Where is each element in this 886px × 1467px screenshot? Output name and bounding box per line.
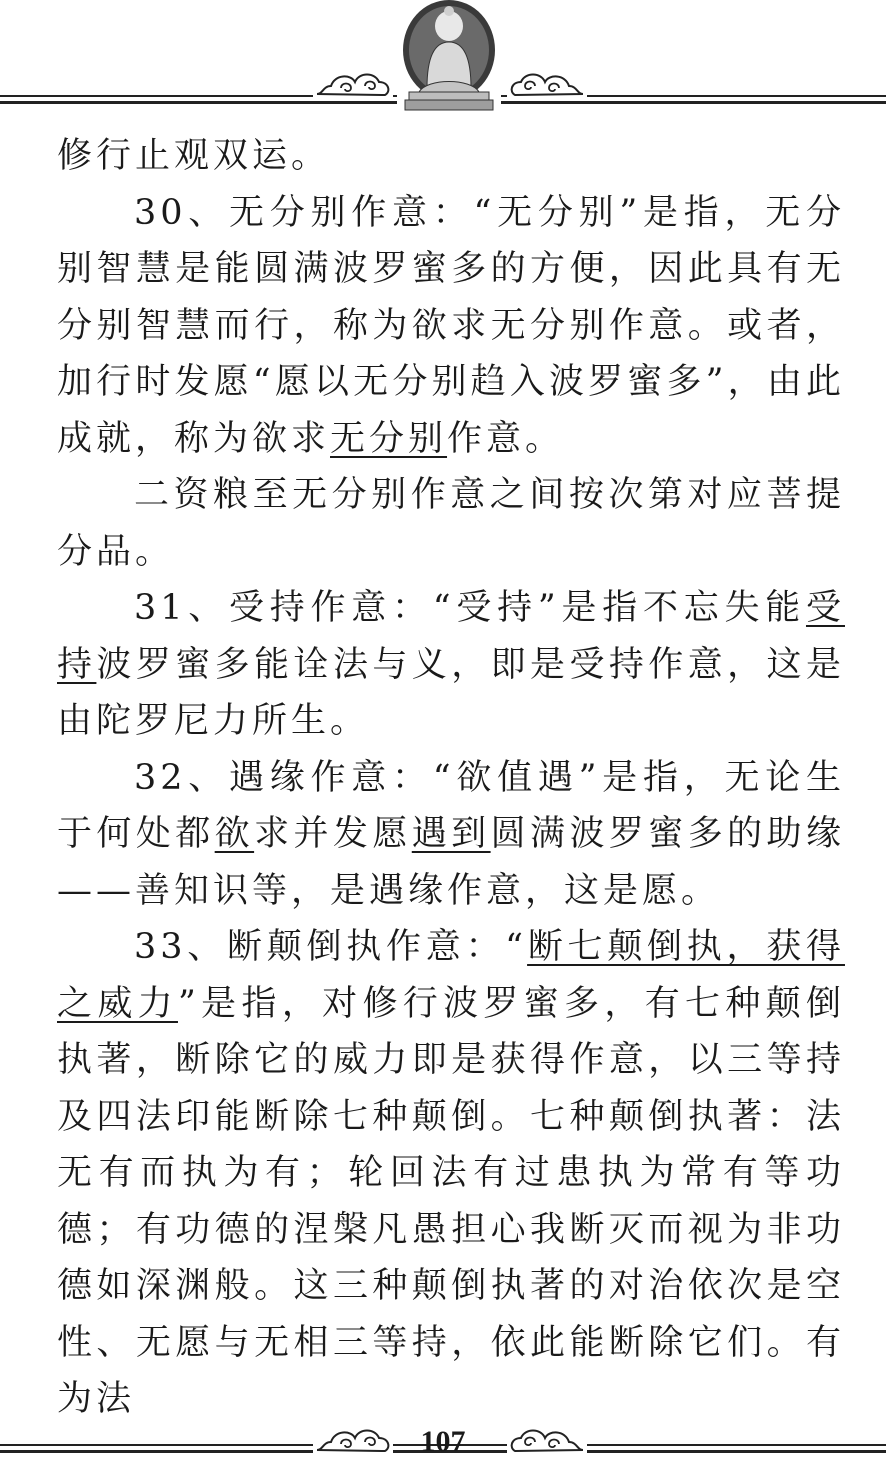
text-span: 求并发愿 bbox=[254, 814, 412, 854]
underlined-text: 欲 bbox=[214, 814, 255, 854]
text-span: 二资粮至无分别作意之间按次第对应菩提分品。 bbox=[57, 475, 845, 572]
text-span: 波罗蜜多能诠法与义，即是受持作意，这是由陀罗尼力所生。 bbox=[57, 644, 845, 741]
paragraph bbox=[57, 750, 845, 920]
text-span: 30、无分别作意：“无分别”是指，无分别智慧是能圆满波罗蜜多的方便，因此具有无分别智慧而行，称为欲求无分别作意。或者，加行时发愿“愿以无分别趋入波罗蜜多”，由此成就，称为欲求 bbox=[57, 192, 845, 459]
text-span: 作意。 bbox=[447, 418, 565, 459]
text-span: 31、受持作意：“受持”是指不忘失能 bbox=[134, 588, 806, 628]
buddha-figure-icon bbox=[397, 0, 501, 112]
paragraph bbox=[57, 467, 845, 580]
underlined-text: 断七颠倒执，获得之威力 bbox=[57, 927, 845, 1024]
underlined-text: 无分别 bbox=[330, 418, 448, 459]
cloud-ornament-icon bbox=[507, 68, 587, 100]
text-span: 33、断颠倒执作意：“ bbox=[134, 927, 528, 967]
text-span: 修行止观双运。 bbox=[57, 136, 331, 176]
text-span: 圆满波罗蜜多的助缘——善知识等，是遇缘作意，这是愿。 bbox=[57, 814, 845, 911]
page-body bbox=[57, 128, 845, 1428]
paragraph bbox=[57, 185, 845, 468]
text-span: 32、遇缘作意：“欲值遇”是指，无论生于何处都 bbox=[57, 757, 845, 854]
underlined-text: 遇到 bbox=[411, 814, 491, 854]
paragraph bbox=[57, 580, 845, 750]
text-span: ”是指，对修行波罗蜜多，有七种颠倒执著，断除它的威力即是获得作意，以三等持及四法印能断除七种颠倒。七种颠倒执著：法无有而执为有；轮回法有过患执为常有等功德；有功德的涅槃凡愚担心我断灭而视为非功德如深渊般。这三种颠倒执著的对治依次是空性、无愿与无相三等持，依此能断除它们。有为法 bbox=[57, 983, 845, 1419]
paragraph bbox=[57, 919, 845, 1428]
page-number: 107 bbox=[420, 1425, 466, 1458]
cloud-ornament-icon bbox=[313, 68, 393, 100]
underlined-text: 受持 bbox=[57, 588, 845, 685]
paragraph bbox=[57, 128, 845, 185]
